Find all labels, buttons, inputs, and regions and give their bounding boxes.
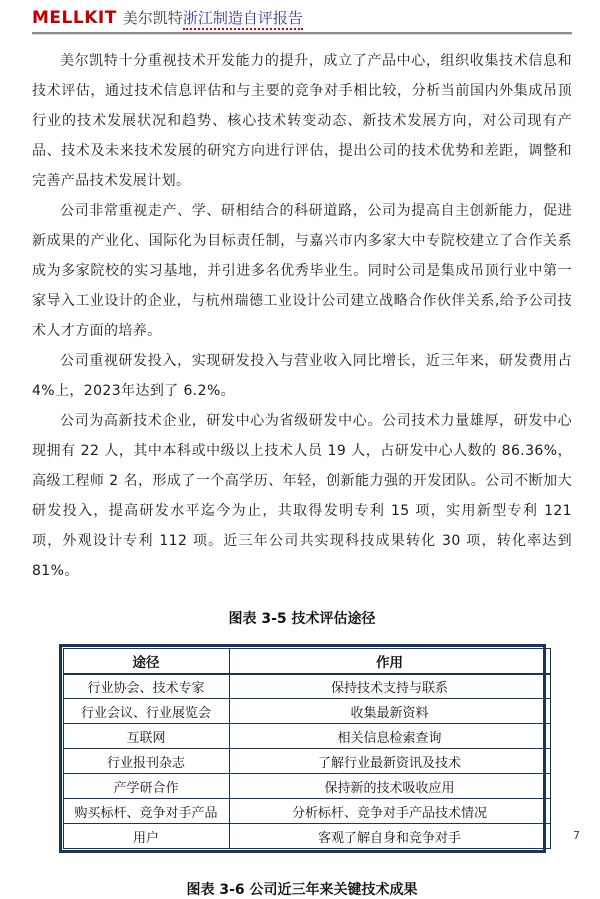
- table-cell: 相关信息检索查询: [229, 724, 550, 749]
- paragraph-1: 美尔凯特十分重视技术开发能力的提升，成立了产品中心，组织收集技术信息和技术评估，通过技术信息评估和与主要的竞争对手相比较，分析当前国内外集成吊顶行业的技术发展状况和趋势、核心技术转变动态、新技术发展方向，对公司现有产品、技术及未来技术发展的研究方向进行评估，提出公司的技术优势和差距，调整和完善产品技术发展计划。: [32, 53, 572, 189]
- table-header-role: 作用: [229, 649, 550, 674]
- paragraph-3: 公司重视研发投入，实现研发投入与营业收入同比增长，近三年来，研发费用占 4%上，2023年达到了 6.2%。: [32, 353, 572, 399]
- header-rule: [32, 32, 572, 35]
- table-cell: 行业报刊杂志: [63, 749, 229, 774]
- table-row: [63, 774, 550, 799]
- table-row: [63, 799, 550, 824]
- table-row: [63, 749, 550, 774]
- table-cell: 产学研合作: [63, 774, 229, 799]
- header-title-part2: 浙江制造自评报告: [183, 9, 303, 30]
- evaluation-table: [63, 648, 551, 849]
- table-cell: 互联网: [63, 724, 229, 749]
- page-footer: [573, 829, 580, 842]
- table-cell: 保持新的技术吸收应用: [229, 774, 550, 799]
- header-title: [32, 8, 572, 28]
- paragraph-2: 公司非常重视走产、学、研相结合的科研道路，公司为提高自主创新能力，促进新成果的产业化、国际化为目标责任制，与嘉兴市内多家大中专院校建立了合作关系成为多家院校的实习基地，并引进多名优秀毕业生。同时公司是集成吊顶行业中第一家导入工业设计的企业，与杭州瑞德工业设计公司建立战略合作伙伴关系,给予公司技术人才方面的培养。: [32, 203, 572, 339]
- table-cell: 购买标杆、竞争对手产品: [63, 799, 229, 824]
- document-body: [32, 46, 572, 899]
- paragraph-4: 公司为高新技术企业，研发中心为省级研发中心。公司技术力量雄厚，研发中心现拥有 22 人，其中本科或中级以上技术人员 19 人，占研发中心人数的 86.36%，高级工程师 2 名，形成了一个高学历、年轻，创新能力强的开发团队。公司不断加大研发投入，提高研发水平迄今为止，共取得发明专利 15 项，实用新型专利 121 项，外观设计专利 112 项。近三年公司共实现科技成果转化 30 项，转化率达到 81%。: [32, 413, 572, 579]
- brand-logo-text: MELLKIT: [32, 8, 117, 28]
- evaluation-table-wrapper: [59, 644, 546, 853]
- page-header: [32, 8, 572, 35]
- figure-caption-2: 图表 3-6 公司近三年来关键技术成果: [186, 882, 418, 898]
- table-cell: 分析标杆、竞争对手产品技术情况: [229, 799, 550, 824]
- header-title-part1: 美尔凯特: [122, 9, 183, 27]
- table-cell: 保持技术支持与联系: [229, 674, 550, 699]
- table-cell: 客观了解自身和竞争对手: [229, 824, 550, 849]
- table-caption: 图表 3-5 技术评估途径: [228, 611, 376, 627]
- table-cell: 行业协会、技术专家: [63, 674, 229, 699]
- page-number: 7: [573, 829, 580, 842]
- table-body: [63, 674, 550, 849]
- table-cell: 了解行业最新资讯及技术: [229, 749, 550, 774]
- table-row: [63, 699, 550, 724]
- table-row: [63, 824, 550, 849]
- table-header-way: 途径: [63, 649, 229, 674]
- table-row: [63, 674, 550, 699]
- table-header-row: [63, 649, 550, 674]
- table-row: [63, 724, 550, 749]
- table-cell: 用户: [63, 824, 229, 849]
- table-cell: 行业会议、行业展览会: [63, 699, 229, 724]
- table-cell: 收集最新资料: [229, 699, 550, 724]
